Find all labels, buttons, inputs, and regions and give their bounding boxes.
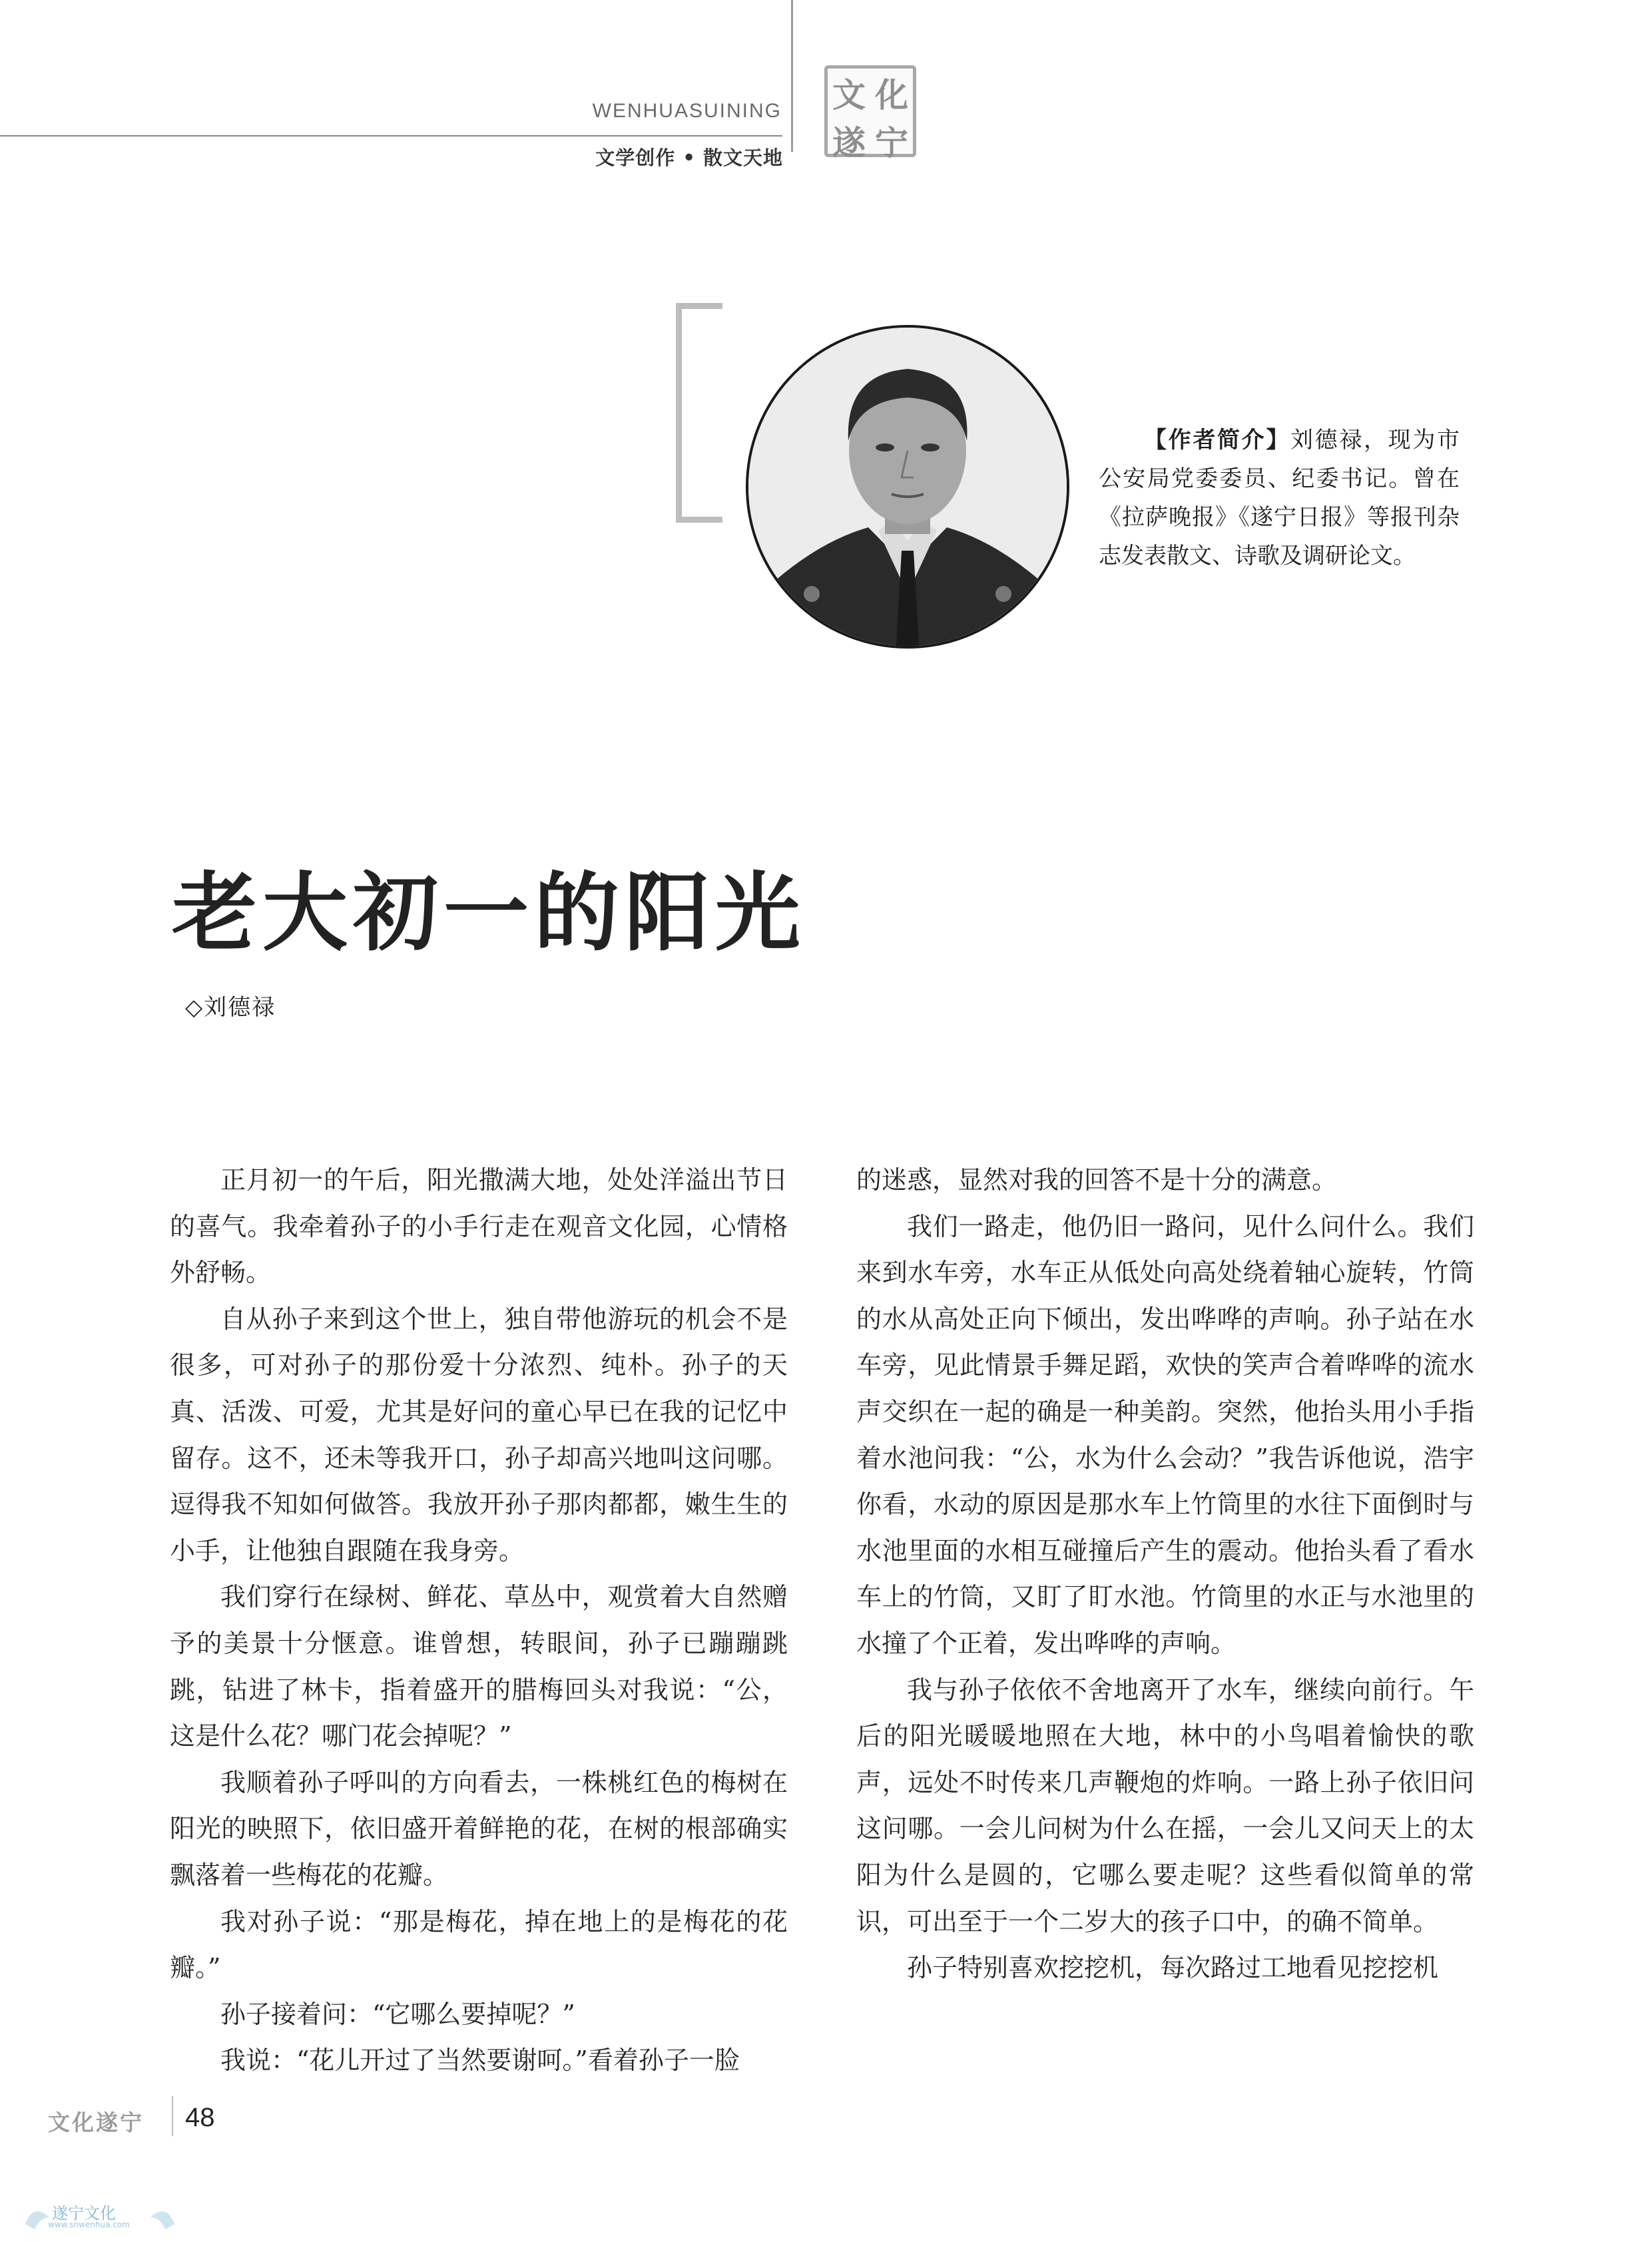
- section-label: 文学创作 • 散文天地: [595, 146, 783, 169]
- magazine-logo: [824, 65, 916, 162]
- article-column-left: [170, 1157, 788, 2084]
- paragraph: 我说：“花儿开过了当然要谢呵。”看着孙子一脸: [220, 2046, 740, 2076]
- watermark-url: www.snwenhua.com: [48, 2220, 130, 2229]
- logo-char: 文: [832, 75, 866, 115]
- paragraph-continued: 的迷惑，显然对我的回答不是十分的满意。: [856, 1165, 1338, 1195]
- paragraph: 我顺着孙子呼叫的方向看去，一株桃红色的梅树在阳光的映照下，依旧盛开着鲜艳的花，在树的根部确实飘落着一些梅花的花瓣。: [170, 1767, 788, 1890]
- paragraph: 我对孙子说：“那是梅花，掉在地上的是梅花的花瓣。”: [170, 1906, 788, 1983]
- logo-char: 宁: [875, 123, 908, 162]
- header-rule: [0, 135, 782, 137]
- paragraph: 孙子接着问：“它哪么要掉呢？”: [220, 1999, 575, 2029]
- footer-brand: 文化遂宁: [48, 2109, 144, 2135]
- decorative-bracket: [676, 303, 722, 523]
- watermark-text: 遂宁文化: [52, 2204, 116, 2223]
- paragraph: 正月初一的午后，阳光撒满大地，处处洋溢出节日的喜气。我牵着孙子的小手行走在观音文化园，心情格外舒畅。: [170, 1165, 788, 1288]
- header-divider: [791, 0, 793, 152]
- author-portrait: [746, 325, 1069, 649]
- bio-text: 刘德禄，现为市公安局党委委员、纪委书记。曾在《拉萨晚报》《遂宁日报》等报刊杂志发表散文、诗歌及调研论文。: [1099, 427, 1460, 569]
- magazine-english-title: WENHUASUINING: [592, 100, 782, 122]
- article-title: 老大初一的阳光: [172, 864, 806, 963]
- logo-char: 遂: [832, 123, 866, 162]
- bio-label: 【作者简介】: [1144, 427, 1290, 453]
- author-bio: [1099, 421, 1460, 575]
- logo-char: 化: [875, 75, 908, 115]
- article-byline: ◇刘德禄: [185, 994, 276, 1021]
- article-column-right: [856, 1157, 1474, 1992]
- paragraph: 自从孙子来到这个世上，独自带他游玩的机会不是很多，可对孙子的那份爱十分浓烈、纯朴。孙子的天真、活泼、可爱，尤其是好问的童心早已在我的记忆中留存。这不，还未等我开口，孙子却高兴地叫这问哪。逗得我不知如何做答。我放开孙子那肉都都，嫩生生的小手，让他独自跟随在我身旁。: [170, 1304, 788, 1565]
- page-number: 48: [185, 2103, 215, 2132]
- paragraph: 我们一路走，他仍旧一路问，见什么问什么。我们来到水车旁，水车正从低处向高处绕着轴心旋转，竹筒的水从高处正向下倾出，发出哗哗的声响。孙子站在水车旁，见此情景手舞足蹈，欢快的笑声合着哗哗的流水声交织在一起的确是一种美韵。突然，他抬头用小手指着水池问我：“公，水为什么会动？”我告诉他说，浩宇你看，水动的原因是那水车上竹筒里的水往下面倒时与水池里面的水相互碰撞后产生的震动。他抬头看了看水车上的竹筒，又盯了盯水池。竹筒里的水正与水池里的水撞了个正着，发出哗哗的声响。: [856, 1211, 1474, 1658]
- footer-divider: [172, 2096, 173, 2136]
- paragraph: 孙子特别喜欢挖挖机，每次路过工地看见挖挖机: [907, 1953, 1439, 1983]
- paragraph: 我们穿行在绿树、鲜花、草丛中，观赏着大自然赠予的美景十分惬意。谁曾想，转眼间，孙子已蹦蹦跳跳，钻进了林卡，指着盛开的腊梅回头对我说：“公，这是什么花？哪门花会掉呢？”: [170, 1582, 788, 1751]
- paragraph: 我与孙子依依不舍地离开了水车，继续向前行。午后的阳光暖暖地照在大地，林中的小鸟唱着愉快的歌声，远处不时传来几声鞭炮的炸响。一路上孙子依旧问这问哪。一会儿问树为什么在摇，一会儿又问天上的太阳为什么是圆的，它哪么要走呢？这些看似简单的常识，可出至于一个二岁大的孩子口中，的确不简单。: [856, 1675, 1474, 1936]
